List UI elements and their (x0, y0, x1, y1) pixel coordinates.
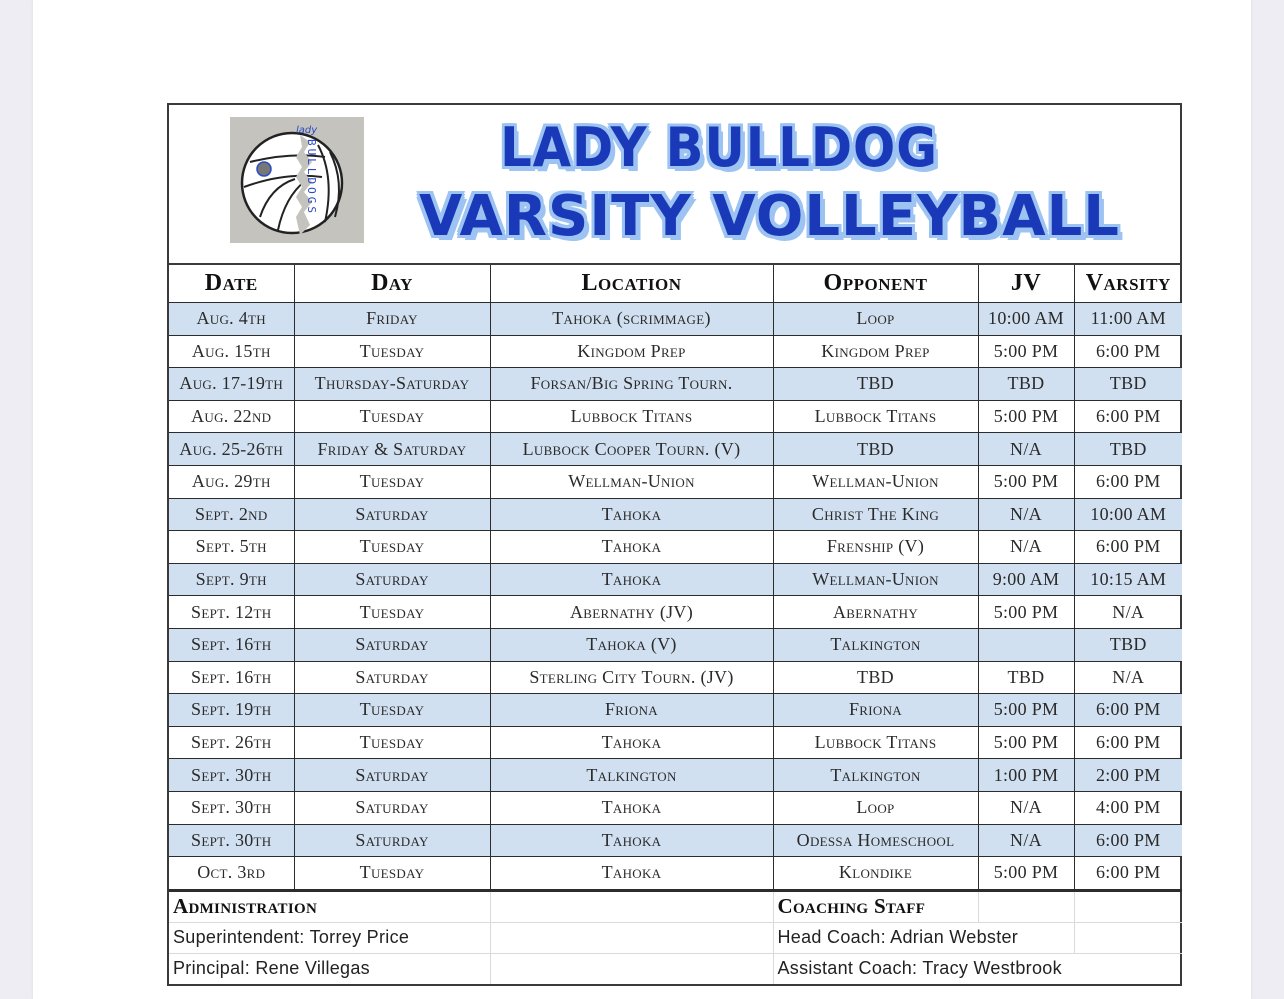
cell-location: Lubbock Titans (490, 400, 773, 433)
cell-jv: TBD (978, 661, 1074, 694)
cell-day: Tuesday (294, 531, 490, 564)
table-header-row (169, 265, 1182, 303)
cell-location: Tahoka (490, 824, 773, 857)
title-line-1: LADY BULLDOG (500, 116, 938, 179)
cell-jv: 5:00 PM (978, 694, 1074, 727)
cell-date: Sept. 16th (169, 661, 294, 694)
cell-varsity: 10:15 AM (1074, 563, 1182, 596)
cell-date: Aug. 4th (169, 303, 294, 336)
staff-header-row (169, 891, 1182, 923)
cell-date: Sept. 30th (169, 759, 294, 792)
cell-opponent: TBD (773, 433, 978, 466)
table-row (169, 498, 1182, 531)
cell-opponent: TBD (773, 661, 978, 694)
cell-location: Forsan/Big Spring Tourn. (490, 368, 773, 401)
cell-location: Tahoka (490, 531, 773, 564)
cell-date: Sept. 30th (169, 824, 294, 857)
schedule-sheet (167, 103, 1182, 986)
cell-jv: TBD (978, 368, 1074, 401)
cell-varsity: TBD (1074, 368, 1182, 401)
cell-opponent: Christ The King (773, 498, 978, 531)
cell-day: Tuesday (294, 726, 490, 759)
cell-day: Saturday (294, 759, 490, 792)
cell-location: Tahoka (V) (490, 628, 773, 661)
cell-varsity: N/A (1074, 596, 1182, 629)
cell-varsity: 6:00 PM (1074, 531, 1182, 564)
table-row (169, 368, 1182, 401)
cell-opponent: Klondike (773, 857, 978, 890)
volleyball-icon (230, 117, 364, 243)
cell-jv: 5:00 PM (978, 726, 1074, 759)
cell-day: Tuesday (294, 400, 490, 433)
cell-day: Saturday (294, 563, 490, 596)
cell-varsity: 6:00 PM (1074, 726, 1182, 759)
col-header-opponent: Opponent (773, 265, 978, 303)
schedule-table (169, 265, 1182, 890)
svg-text:lady: lady (296, 125, 318, 136)
cell-date: Oct. 3rd (169, 857, 294, 890)
cell-location: Wellman-Union (490, 465, 773, 498)
cell-date: Sept. 12th (169, 596, 294, 629)
cell-opponent: Loop (773, 791, 978, 824)
cell-jv: 5:00 PM (978, 596, 1074, 629)
svg-text:BULLDOGS: BULLDOGS (305, 139, 318, 216)
cell-location: Tahoka (490, 563, 773, 596)
table-row (169, 400, 1182, 433)
cell-day: Tuesday (294, 857, 490, 890)
cell-location: Talkington (490, 759, 773, 792)
cell-location: Sterling City Tourn. (JV) (490, 661, 773, 694)
cell-jv: 5:00 PM (978, 857, 1074, 890)
cell-date: Sept. 2nd (169, 498, 294, 531)
cell-varsity: 4:00 PM (1074, 791, 1182, 824)
table-row (169, 563, 1182, 596)
cell-location: Tahoka (490, 791, 773, 824)
cell-opponent: Wellman-Union (773, 465, 978, 498)
principal: Principal: Rene Villegas (169, 953, 490, 984)
cell-varsity: TBD (1074, 628, 1182, 661)
cell-jv: 5:00 PM (978, 465, 1074, 498)
table-row (169, 303, 1182, 336)
cell-location: Friona (490, 694, 773, 727)
cell-day: Friday & Saturday (294, 433, 490, 466)
cell-jv: 5:00 PM (978, 335, 1074, 368)
table-row (169, 824, 1182, 857)
cell-opponent: Wellman-Union (773, 563, 978, 596)
cell-location: Kingdom Prep (490, 335, 773, 368)
cell-date: Sept. 5th (169, 531, 294, 564)
cell-day: Friday (294, 303, 490, 336)
page-title (419, 113, 1120, 249)
cell-day: Saturday (294, 791, 490, 824)
table-row (169, 335, 1182, 368)
table-row (169, 433, 1182, 466)
cell-opponent: Friona (773, 694, 978, 727)
cell-date: Sept. 19th (169, 694, 294, 727)
schedule-body (169, 303, 1182, 890)
staff-row (169, 953, 1182, 984)
col-header-day: Day (294, 265, 490, 303)
col-header-location: Location (490, 265, 773, 303)
cell-opponent: Kingdom Prep (773, 335, 978, 368)
table-row (169, 661, 1182, 694)
coaching-staff-heading: Coaching Staff (773, 891, 978, 923)
cell-date: Sept. 30th (169, 791, 294, 824)
table-row (169, 857, 1182, 890)
table-row (169, 759, 1182, 792)
cell-date: Sept. 16th (169, 628, 294, 661)
col-header-date: Date (169, 265, 294, 303)
table-row (169, 628, 1182, 661)
cell-varsity: 6:00 PM (1074, 335, 1182, 368)
cell-varsity: 6:00 PM (1074, 824, 1182, 857)
cell-opponent: Lubbock Titans (773, 400, 978, 433)
staff-row (169, 922, 1182, 953)
cell-day: Tuesday (294, 335, 490, 368)
cell-opponent: Talkington (773, 759, 978, 792)
superintendent: Superintendent: Torrey Price (169, 922, 490, 953)
cell-day: Tuesday (294, 465, 490, 498)
staff-table (169, 890, 1182, 984)
cell-date: Aug. 22nd (169, 400, 294, 433)
cell-varsity: 2:00 PM (1074, 759, 1182, 792)
table-row (169, 726, 1182, 759)
cell-jv: N/A (978, 824, 1074, 857)
assistant-coach: Assistant Coach: Tracy Westbrook (773, 953, 1182, 984)
cell-jv (978, 628, 1074, 661)
cell-date: Aug. 25-26th (169, 433, 294, 466)
cell-location: Lubbock Cooper Tourn. (V) (490, 433, 773, 466)
cell-jv: 10:00 AM (978, 303, 1074, 336)
col-header-jv: JV (978, 265, 1074, 303)
head-coach: Head Coach: Adrian Webster (773, 922, 1074, 953)
cell-date: Sept. 26th (169, 726, 294, 759)
cell-day: Saturday (294, 498, 490, 531)
col-header-varsity: Varsity (1074, 265, 1182, 303)
cell-varsity: 6:00 PM (1074, 465, 1182, 498)
cell-jv: 5:00 PM (978, 400, 1074, 433)
cell-jv: N/A (978, 498, 1074, 531)
cell-day: Tuesday (294, 596, 490, 629)
cell-varsity: 11:00 AM (1074, 303, 1182, 336)
cell-jv: 1:00 PM (978, 759, 1074, 792)
cell-varsity: 6:00 PM (1074, 857, 1182, 890)
cell-location: Tahoka (490, 726, 773, 759)
document-page (33, 0, 1251, 999)
cell-day: Saturday (294, 628, 490, 661)
cell-day: Saturday (294, 824, 490, 857)
administration-heading: Administration (169, 891, 490, 923)
header-banner (169, 105, 1180, 265)
cell-jv: 9:00 AM (978, 563, 1074, 596)
cell-opponent: Odessa Homeschool (773, 824, 978, 857)
cell-location: Tahoka (490, 498, 773, 531)
cell-date: Aug. 29th (169, 465, 294, 498)
table-row (169, 694, 1182, 727)
cell-location: Abernathy (JV) (490, 596, 773, 629)
cell-opponent: TBD (773, 368, 978, 401)
cell-opponent: Frenship (V) (773, 531, 978, 564)
cell-varsity: 10:00 AM (1074, 498, 1182, 531)
table-row (169, 791, 1182, 824)
cell-opponent: Loop (773, 303, 978, 336)
cell-varsity: TBD (1074, 433, 1182, 466)
title-line-2: VARSITY VOLLEYBALL (419, 184, 1120, 249)
table-row (169, 531, 1182, 564)
cell-day: Thursday-Saturday (294, 368, 490, 401)
cell-varsity: N/A (1074, 661, 1182, 694)
cell-jv: N/A (978, 791, 1074, 824)
cell-opponent: Talkington (773, 628, 978, 661)
cell-location: Tahoka (scrimmage) (490, 303, 773, 336)
cell-location: Tahoka (490, 857, 773, 890)
table-row (169, 465, 1182, 498)
cell-opponent: Lubbock Titans (773, 726, 978, 759)
cell-date: Aug. 17-19th (169, 368, 294, 401)
table-row (169, 596, 1182, 629)
cell-day: Tuesday (294, 694, 490, 727)
cell-varsity: 6:00 PM (1074, 694, 1182, 727)
cell-jv: N/A (978, 531, 1074, 564)
cell-jv: N/A (978, 433, 1074, 466)
cell-date: Sept. 9th (169, 563, 294, 596)
lady-bulldogs-logo (230, 117, 364, 243)
cell-date: Aug. 15th (169, 335, 294, 368)
cell-day: Saturday (294, 661, 490, 694)
cell-opponent: Abernathy (773, 596, 978, 629)
cell-varsity: 6:00 PM (1074, 400, 1182, 433)
